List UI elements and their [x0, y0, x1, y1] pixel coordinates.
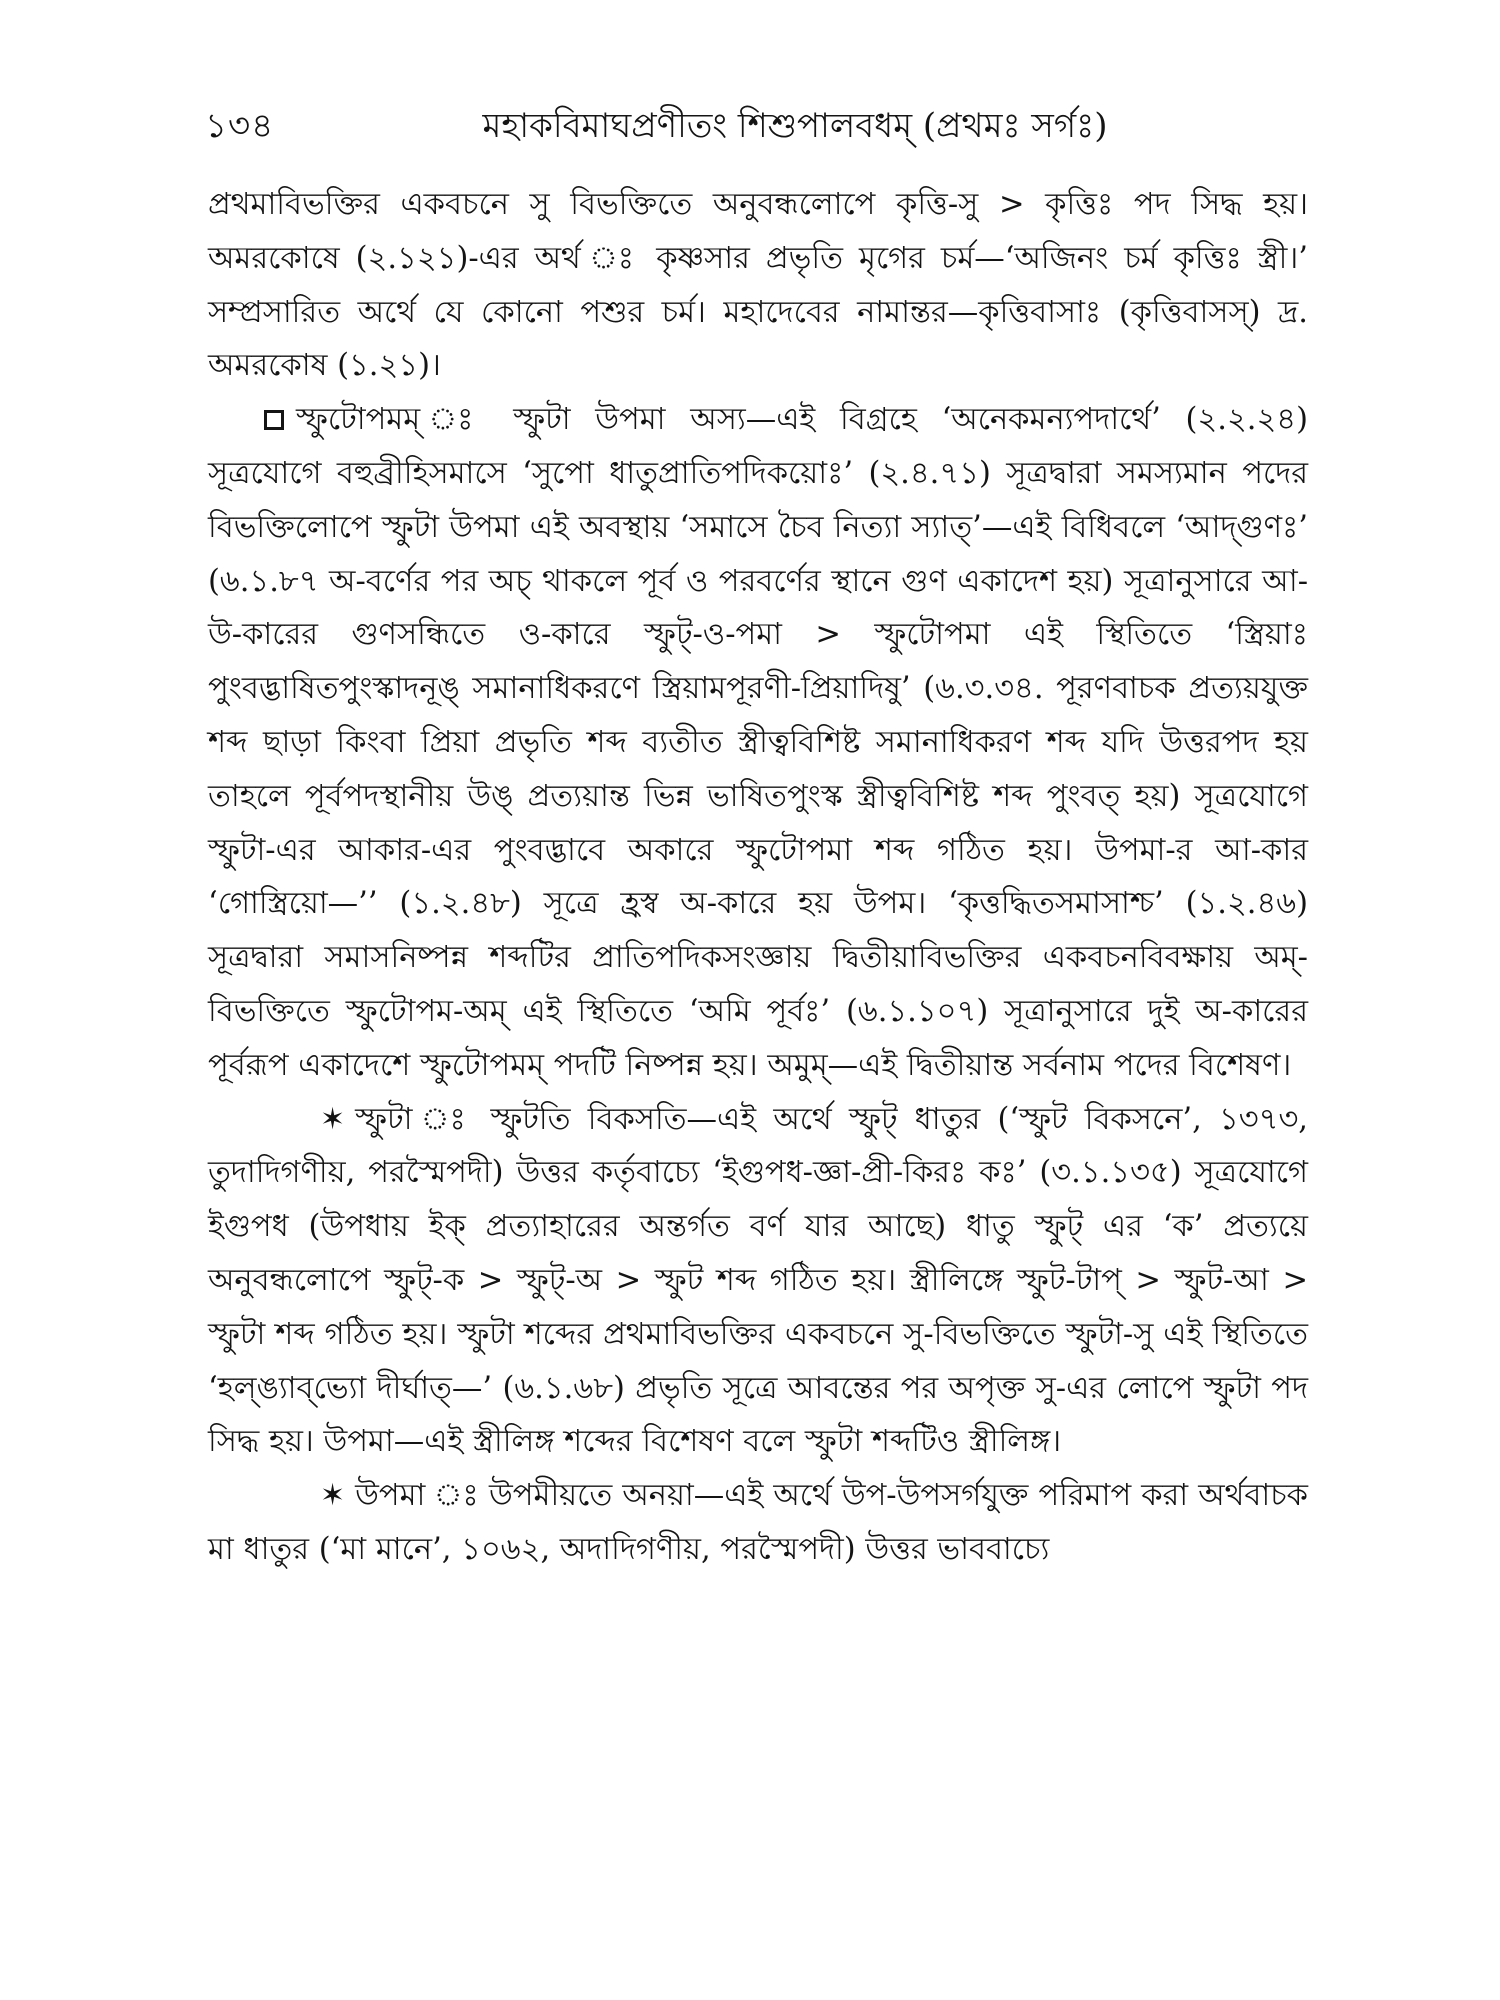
- paragraph-text: স্ফুটা ঃ স্ফুটতি বিকসতি—এই অর্থে স্ফুট্‌ ধাতুর (‘স্ফুট বিকসনে’, ১৩৭৩, তুদাদিগণীয়, পরস্মৈপদী) উত্তর কর্তৃবাচ্যে ‘ইগুপধ-জ্ঞা-প্রী-কিরঃ কঃ’ (৩.১.১৩৫) সূত্রযোগে ইগুপধ (উপধায় ইক্‌ প্রত্যাহারের অন্তর্গত বর্ণ যার আছে) ধাতু স্ফুট্‌ এর ‘ক’ প্রত্যয়ে অনুবন্ধলোপে স্ফুট্‌-ক > স্ফুট্‌-অ > স্ফুট শব্দ গঠিত হয়। স্ত্রীলিঙ্গে স্ফুট-টাপ্‌ > স্ফুট-আ > স্ফুটা শব্দ গঠিত হয়। স্ফুটা শব্দের প্রথমাবিভক্তির একবচনে সু-বিভক্তিতে স্ফুটা-সু এই স্থিতিতে ‘হল্‌ঙ্যাব্‌ভ্যো দীর্ঘাত্‌—’ (৬.১.৬৮) প্রভৃতি সূত্রে আবন্তের পর অপৃক্ত সু-এর লোপে স্ফুটা পদ সিদ্ধ হয়। উপমা—এই স্ত্রীলিঙ্গ শব্দের বিশেষণ বলে স্ফুটা শব্দটিও স্ত্রীলিঙ্গ।: [208, 1101, 1308, 1460]
- paragraph-text: প্রথমাবিভক্তির একবচনে সু বিভক্তিতে অনুবন্ধলোপে কৃত্তি-সু > কৃত্তিঃ পদ সিদ্ধ হয়। অমরকোষে (২.১২১)-এর অর্থ ঃ কৃষ্ণসার প্রভৃতি মৃগের চর্ম—‘অজিনং চর্ম কৃত্তিঃ স্ত্রী।’ সম্প্রসারিত অর্থে যে কোনো পশুর চর্ম। মহাদেবের নামান্তর—কৃত্তিবাসাঃ (কৃত্তিবাসস্‌) দ্র. অমরকোষ (১.২১)।: [208, 187, 1308, 384]
- paragraph-sphuta: [208, 1093, 1308, 1470]
- body-text: [208, 178, 1308, 1577]
- paragraph-sphutopamam: [208, 393, 1308, 1092]
- star-bullet-icon: ✶: [320, 1101, 346, 1137]
- paragraph-upama: [208, 1469, 1308, 1577]
- page-header: [205, 96, 1315, 156]
- paragraph-text: উপমা ঃ উপমীয়তে অনয়া—এই অর্থে উপ-উপসর্গযুক্ত পরিমাপ করা অর্থবাচক মা ধাতুর (‘মা মানে’, ১০৬২, অদাদিগণীয়, পরস্মৈপদী) উত্তর ভাববাচ্যে: [208, 1478, 1308, 1567]
- page-number: ১৩৪: [205, 106, 275, 146]
- running-title: মহাকবিমাঘপ্রণীতং শিশুপালবধম্‌ (প্রথমঃ সর্গঃ): [482, 106, 1108, 146]
- paragraph-continuation: [208, 178, 1308, 393]
- star-bullet-icon: ✶: [320, 1478, 346, 1514]
- paragraph-text: স্ফুটোপমম্‌ ঃ স্ফুটা উপমা অস্য—এই বিগ্রহে ‘অনেকমন্যপদার্থে’ (২.২.২৪) সূত্রযোগে বহুব্রীহিসমাসে ‘সুপো ধাতুপ্রাতিপদিকয়োঃ’ (২.৪.৭১) সূত্রদ্বারা সমস্যমান পদের বিভক্তিলোপে স্ফুটা উপমা এই অবস্থায় ‘সমাসে চৈব নিত্যা স্যাত্‌’—এই বিধিবলে ‘আদ্‌গুণঃ’ (৬.১.৮৭ অ-বর্ণের পর অচ্‌ থাকলে পূর্ব ও পরবর্ণের স্থানে গুণ একাদেশ হয়) সূত্রানুসারে আ-উ-কারের গুণসন্ধিতে ও-কারে স্ফুট্‌-ও-পমা > স্ফুটোপমা এই স্থিতিতে ‘স্ত্রিয়াঃ পুংবদ্ভাষিতপুংস্কাদনূঙ্‌ সমানাধিকরণে স্ত্রিয়ামপূরণী-প্রিয়াদিষু’ (৬.৩.৩৪. পূরণবাচক প্রত্যয়যুক্ত শব্দ ছাড়া কিংবা প্রিয়া প্রভৃতি শব্দ ব্যতীত স্ত্রীত্ববিশিষ্ট সমানাধিকরণ শব্দ যদি উত্তরপদ হয় তাহলে পূর্বপদস্থানীয় উঙ্‌ প্রত্যয়ান্ত ভিন্ন ভাষিতপুংস্ক স্ত্রীত্ববিশিষ্ট শব্দ পুংবত্‌ হয়) সূত্রযোগে স্ফুটা-এর আকার-এর পুংবদ্ভাবে অকারে স্ফুটোপমা শব্দ গঠিত হয়। উপমা-র আ-কার ‘গোস্ত্রিয়ো—’’ (১.২.৪৮) সূত্রে হ্রস্ব অ-কারে হয় উপম। ‘কৃত্তদ্ধিতসমাসাশ্চ’ (১.২.৪৬) সূত্রদ্বারা সমাসনিষ্পন্ন শব্দটির প্রাতিপদিকসংজ্ঞায় দ্বিতীয়াবিভক্তির একবচনবিবক্ষায় অম্‌- বিভক্তিতে স্ফুটোপম-অম্‌ এই স্থিতিতে ‘অমি পূর্বঃ’ (৬.১.১০৭) সূত্রানুসারে দুই অ-কারের পূর্বরূপ একাদেশে স্ফুটোপমম্‌ পদটি নিষ্পন্ন হয়। অমুম্‌—এই দ্বিতীয়ান্ত সর্বনাম পদের বিশেষণ।: [208, 402, 1308, 1083]
- square-bullet-icon: [264, 410, 284, 430]
